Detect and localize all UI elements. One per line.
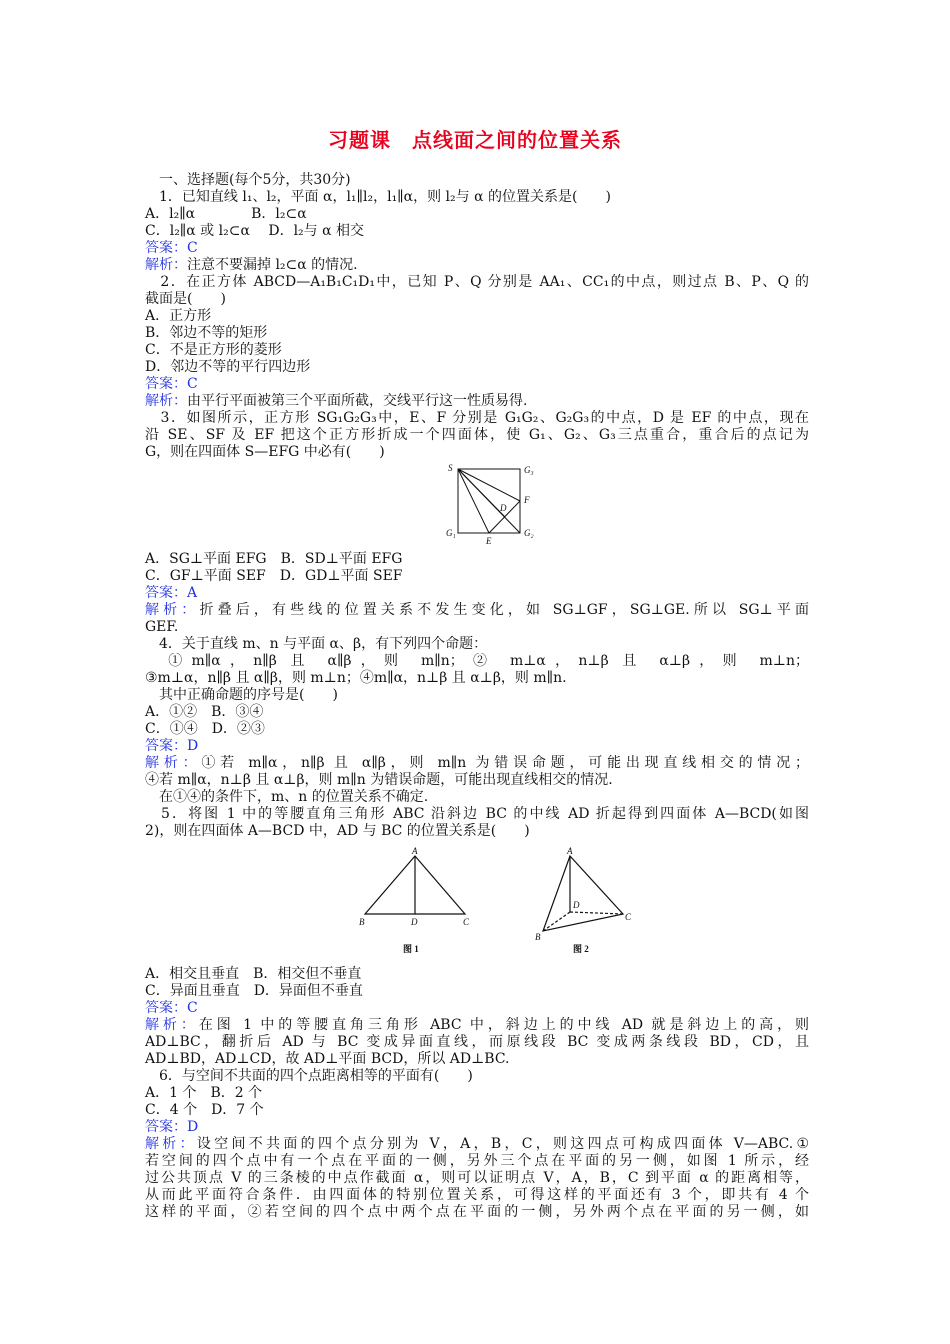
line-text: 沿 SE、SF 及 EF 把这个正方形折成一个四面体，使 G₁、G₂、G₃三点重合，重合后的点记为	[145, 427, 809, 443]
fig3-label-g1: G₁	[446, 528, 456, 538]
text-line	[145, 291, 809, 308]
explanation-label: 解析：	[145, 257, 187, 273]
fig3-label-f: F	[524, 495, 530, 505]
fig5a-label-a: A	[412, 846, 418, 856]
text-line	[145, 772, 809, 789]
fig5a-caption: 图 1	[403, 944, 419, 954]
line-text: C．异面且垂直 D．异面但不垂直	[145, 983, 363, 999]
fig3-label-e: E	[486, 536, 492, 546]
text-line	[145, 1136, 809, 1153]
explanation-label: 解析：	[145, 755, 202, 771]
text-line	[145, 223, 809, 240]
explanation-label: 解析：	[145, 1136, 197, 1152]
text-line	[145, 636, 809, 653]
fig5a-label-c: C	[463, 917, 470, 927]
line-text: B．邻边不等的矩形	[145, 325, 268, 341]
fig3-label-d: D	[500, 503, 507, 513]
line-text: C．GF⊥平面 SEF D．GD⊥平面 SEF	[145, 568, 403, 584]
line-text: A．正方形	[145, 308, 212, 324]
line-text: A．l₂∥α B．l₂⊂α	[145, 206, 307, 222]
line-text: 由平行平面被第三个平面所截，交线平行这一性质易得.	[187, 393, 528, 409]
text-line	[145, 359, 809, 376]
line-text: 答案：C	[145, 1000, 198, 1016]
fig5b-label-a: A	[567, 846, 573, 856]
text-line	[145, 983, 809, 1000]
text-line	[145, 1051, 809, 1068]
line-text: 过公共顶点 V 的三条棱的中点作截面 α，则可以证明点 V，A，B，C 到平面 α 的距离相等，	[145, 1170, 809, 1186]
page-title: 习题课 点线面之间的位置关系	[328, 128, 622, 152]
fig3-label-g3: G₃	[524, 465, 534, 475]
line-text: C．4 个 D．7 个	[145, 1102, 264, 1118]
line-text: 在图 1 中的等腰直角三角形 ABC 中，斜边上的中线 AD 就是斜边上的高，则	[198, 1017, 809, 1033]
text-line	[145, 704, 809, 721]
text-line	[145, 602, 809, 619]
fig5b-label-b: B	[535, 932, 541, 942]
line-text: 2)，则在四面体 A—BCD 中，AD 与 BC 的位置关系是( )	[145, 823, 530, 839]
text-line	[145, 393, 809, 410]
line-text: 其中正确命题的序号是( )	[145, 687, 338, 703]
line-text: A．1 个 B．2 个	[145, 1085, 263, 1101]
text-line	[145, 325, 809, 342]
explanation-label: 解析：	[145, 1017, 199, 1033]
line-text: 若空间的四个点中有一个点在平面的一侧，另外三个点在平面的另一侧，如图 1 所示，经	[145, 1153, 809, 1169]
text-line	[145, 444, 809, 461]
line-text: 答案：C	[145, 376, 198, 392]
fig5b-label-d: D	[573, 900, 580, 910]
text-line	[145, 1153, 809, 1170]
line-text: 注意不要漏掉 l₂⊂α 的情况.	[187, 257, 358, 273]
text-line	[145, 1119, 809, 1136]
text-line	[145, 551, 809, 568]
line-text: 答案：C	[145, 240, 198, 256]
line-text: GEF.	[145, 619, 179, 635]
text-line	[145, 1102, 809, 1119]
text-line	[145, 308, 809, 325]
text-line	[145, 376, 809, 393]
line-text: 2．在正方体 ABCD—A₁B₁C₁D₁中，已知 P、Q 分别是 AA₁、CC₁的中点，则过点 B、P、Q 的	[145, 274, 809, 290]
line-text: A．SG⊥平面 EFG B．SD⊥平面 EFG	[145, 551, 403, 567]
text-line	[145, 189, 809, 206]
explanation-label: 解析：	[145, 602, 200, 618]
text-line	[145, 172, 809, 189]
line-text: 答案：D	[145, 1119, 199, 1135]
line-text: D．邻边不等的平行四边形	[145, 359, 311, 375]
text-line	[145, 342, 809, 359]
line-text: 1．已知直线 l₁、l₂，平面 α，l₁∥l₂，l₁∥α，则 l₂与 α 的位置关系是( )	[145, 189, 611, 205]
line-text: ③m⊥α，n∥β 且 α∥β，则 m⊥n；④m∥α，n⊥β 且 α⊥β，则 m∥n.	[145, 670, 567, 686]
text-line	[145, 206, 809, 223]
line-text: 在①④的条件下，m、n 的位置关系不确定.	[145, 789, 429, 805]
text-line	[145, 966, 809, 983]
text-line	[145, 1170, 809, 1187]
text-line	[145, 670, 809, 687]
line-text: 答案：D	[145, 738, 199, 754]
text-line	[145, 568, 809, 585]
fig3-label-s: S	[448, 463, 453, 473]
text-line	[145, 755, 809, 772]
line-text: C．①④ D．②③	[145, 721, 265, 737]
text-line	[145, 806, 809, 823]
text-line	[145, 274, 809, 291]
text-line	[145, 240, 809, 257]
text-line	[145, 257, 809, 274]
text-line	[145, 1068, 809, 1085]
line-text: 3．如图所示，正方形 SG₁G₂G₃中，E、F 分别是 G₁G₂、G₂G₃的中点，D 是 EF 的中点，现在	[145, 410, 809, 426]
line-text: 5．将图 1 中的等腰直角三角形 ABC 沿斜边 BC 的中线 AD 折起得到四面体 A—BCD(如图	[145, 806, 809, 822]
line-text: AD⊥BC，翻折后 AD 与 BC 变成异面直线，而原线段 BC 变成两条线段 BD，CD，且	[145, 1034, 809, 1050]
line-text: 一、选择题(每个5分，共30分)	[145, 172, 351, 188]
line-text: A．①② B．③④	[145, 704, 264, 720]
line-text: C．l₂∥α 或 l₂⊂α D．l₂与 α 相交	[145, 223, 365, 239]
line-text: C．不是正方形的菱形	[145, 342, 282, 358]
text-line	[145, 619, 809, 636]
text-line	[145, 1000, 809, 1017]
line-text: G，则在四面体 S—EFG 中必有( )	[145, 444, 385, 460]
figure-triangle-fold	[355, 846, 655, 958]
line-text: ①若 m∥α，n∥β 且 α∥β，则 m∥n 为错误命题，可能出现直线相交的情况；	[201, 755, 809, 771]
line-text: 截面是( )	[145, 291, 226, 307]
text-line	[145, 823, 809, 840]
line-text: A．相交且垂直 B．相交但不垂直	[145, 966, 362, 982]
text-line	[145, 585, 809, 602]
text-line	[145, 1017, 809, 1034]
text-line	[145, 653, 809, 670]
text-line	[145, 1204, 809, 1221]
text-line	[145, 789, 809, 806]
line-text: 4．关于直线 m、n 与平面 α、β，有下列四个命题：	[145, 636, 488, 652]
line-text: ④若 m∥α，n⊥β 且 α⊥β，则 m∥n 为错误命题，可能出现直线相交的情况.	[145, 772, 613, 788]
text-line	[145, 738, 809, 755]
fig5a-label-d: D	[411, 917, 418, 927]
text-line	[145, 721, 809, 738]
fig5a-label-b: B	[359, 917, 365, 927]
figure-square-fold	[440, 462, 550, 548]
line-text: 这样的平面，②若空间的四个点中两个点在平面的一侧，另外两个点在平面的另一侧，如	[145, 1204, 809, 1220]
line-text: 6．与空间不共面的四个点距离相等的平面有( )	[145, 1068, 473, 1084]
text-line	[145, 687, 809, 704]
line-text: 设空间不共面的四个点分别为 V，A，B，C，则这四点可构成四面体 V—ABC.①	[196, 1136, 809, 1152]
fig3-label-g2: G₂	[524, 528, 534, 538]
line-text: 折叠后，有些线的位置关系不发生变化，如 SG⊥GF，SG⊥GE.所以 SG⊥平面	[199, 602, 809, 618]
text-line	[145, 1187, 809, 1204]
explanation-label: 解析：	[145, 393, 187, 409]
line-text: AD⊥BD，AD⊥CD，故 AD⊥平面 BCD，所以 AD⊥BC.	[145, 1051, 510, 1067]
fig5b-label-c: C	[625, 912, 632, 922]
text-line	[145, 410, 809, 427]
text-line	[145, 427, 809, 444]
fig5b-caption: 图 2	[573, 944, 589, 954]
text-line	[145, 1085, 809, 1102]
line-text: 从而此平面符合条件．由四面体的特别位置关系，可得这样的平面还有 3 个，即共有 4 个	[145, 1187, 809, 1203]
line-text: ①m∥α，n∥β 且 α∥β，则 m∥n；② m⊥α，n⊥β 且 α⊥β，则 m⊥n；	[145, 653, 809, 669]
line-text: 答案：A	[145, 585, 198, 601]
text-line	[145, 1034, 809, 1051]
